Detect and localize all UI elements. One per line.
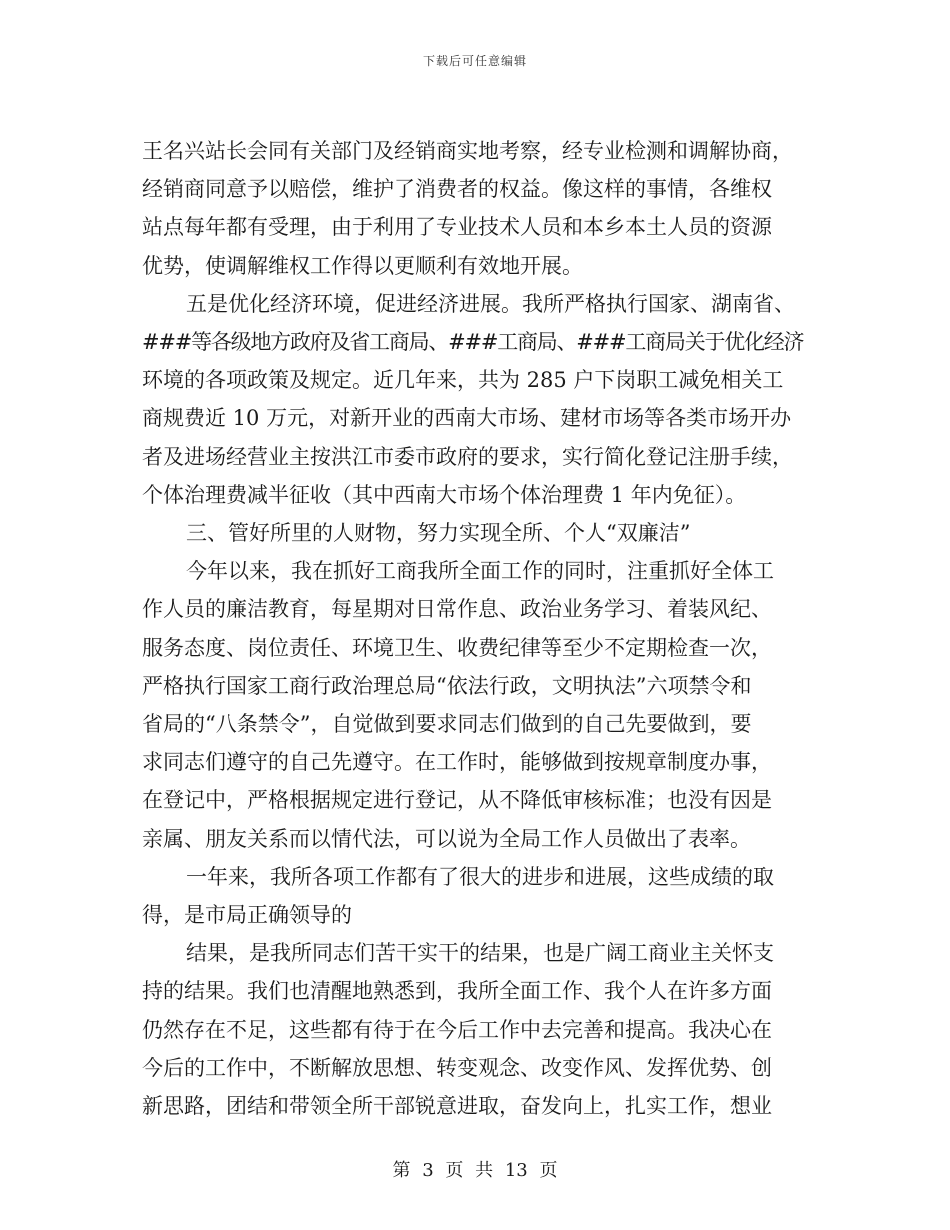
text-line: 作人员的廉洁教育，每星期对日常作息、政治业务学习、着装风纪、 — [142, 597, 772, 622]
text-line: 得，是市局正确领导的 — [142, 903, 352, 928]
text-line: 商规费近 10 万元，对新开业的西南大市场、建材市场等各类市场开办 — [142, 406, 792, 431]
text-line: 一年来，我所各项工作都有了很大的进步和进展，这些成绩的取 — [186, 864, 774, 889]
text-line: 个体治理费减半征收（其中西南大市场个体治理费 1 年内免征）。 — [142, 482, 747, 507]
text-line: 严格执行国家工商行政治理总局“依法行政，文明执法”六项禁令和 — [142, 673, 752, 698]
text-line: 优势，使调解维权工作得以更顺利有效地开展。 — [142, 253, 583, 278]
text-line: 求同志们遵守的自己先遵守。在工作时，能够做到按规章制度办事， — [142, 750, 772, 775]
text-line: 今后的工作中，不断解放思想、转变观念、改变作风、发挥优势、创 — [142, 1055, 772, 1080]
text-line: 经销商同意予以赔偿，维护了消费者的权益。像这样的事情，各维权 — [142, 177, 772, 202]
text-line: 新思路，团结和带领全所干部锐意进取，奋发向上，扎实工作，想业 — [142, 1094, 772, 1119]
text-line: 五是优化经济环境，促进经济进展。我所严格执行国家、湖南省、 — [186, 291, 795, 316]
text-line: 者及进场经营业主按洪江市委市政府的要求，实行简化登记注册手续， — [142, 444, 793, 469]
text-line: 持的结果。我们也清醒地熟悉到，我所全面工作、我个人在许多方面 — [142, 979, 772, 1004]
page-header: 下载后可任意编辑 — [422, 54, 527, 68]
text-line: 在登记中，严格根据规定进行登记，从不降低审核标准；也没有因是 — [142, 788, 772, 813]
page-number-footer: 第 3 页 共 13 页 — [392, 1160, 558, 1181]
text-line: 今年以来，我在抓好工商我所全面工作的同时，注重抓好全体工 — [186, 559, 774, 584]
text-line: 亲属、朋友关系而以情代法，可以说为全局工作人员做出了表率。 — [142, 826, 751, 851]
document-body — [142, 132, 810, 1125]
text-line: 王名兴站长会同有关部门及经销商实地考察，经专业检测和调解协商， — [142, 139, 793, 163]
text-line: 结果，是我所同志们苦干实干的结果，也是广阔工商业主关怀支 — [186, 941, 774, 966]
text-line: 服务态度、岗位责任、环境卫生、收费纪律等至少不定期检查一次， — [142, 635, 772, 660]
text-line: 仍然存在不足，这些都有待于在今后工作中去完善和提高。我决心在 — [142, 1017, 772, 1042]
text-line: 省局的“八条禁令”，自觉做到要求同志们做到的自己先要做到，要 — [142, 712, 752, 737]
text-line: 站点每年都有受理，由于利用了专业技术人员和本乡本土人员的资源 — [142, 215, 772, 240]
text-line: ###等各级地方政府及省工商局、###工商局、###工商局关于优化经济 — [142, 330, 804, 355]
section-heading: 三、管好所里的人财物，努力实现全所、个人“双廉洁” — [186, 521, 691, 546]
text-line: 环境的各项政策及规定。近几年来，共为 285 户下岗职工减免相关工 — [142, 368, 784, 393]
